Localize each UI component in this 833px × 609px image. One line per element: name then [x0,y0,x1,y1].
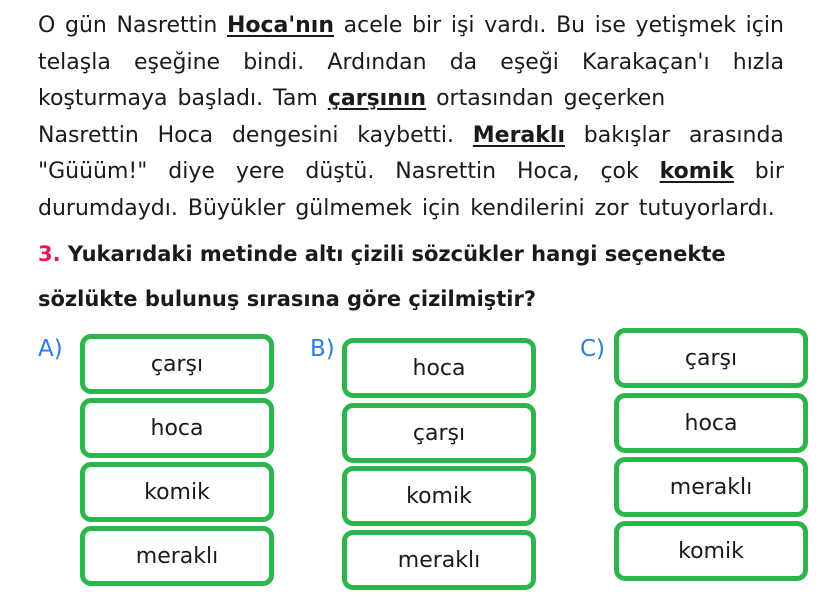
word: bir [754,159,784,184]
option-a-word-2[interactable]: hoca [80,398,274,458]
word: çok [600,159,639,184]
word: yere [235,159,285,184]
word: arasında [688,122,784,148]
word: Karakaçan'ı [582,49,710,75]
option-a-label[interactable]: A) [38,336,63,362]
word: zor [594,195,629,221]
word: eşeğine [133,49,221,75]
underlined-word-carsi: çarşının [327,86,427,111]
word: ortasından [436,86,554,111]
word: işi [450,13,475,38]
word: Tam [273,86,318,111]
word: telaşla [38,49,111,75]
passage-line [38,81,784,118]
question-number: 3. [38,242,61,266]
word: Hoca, [516,159,580,184]
option-c-word-3[interactable]: meraklı [614,457,808,517]
word: hızla [732,49,784,75]
question-text [38,232,798,322]
word: tutuyorlardı. [638,195,775,221]
word: "Güüüm!" [38,159,148,184]
underlined-word-merakli: Meraklı [472,122,565,148]
word: Nasrettin [116,13,218,38]
option-b-word-1[interactable]: hoca [342,338,536,398]
word: Nasrettin [395,159,497,184]
word: gülmemek [295,195,413,221]
word: Büyükler [187,195,286,221]
option-b-word-4[interactable]: meraklı [342,530,536,590]
option-a-word-1[interactable]: çarşı [80,334,274,394]
word: başladı. [177,86,264,111]
option-b-word-2[interactable]: çarşı [342,403,536,463]
option-b-label[interactable]: B) [310,336,335,362]
word: bir [412,13,442,38]
option-b-word-3[interactable]: komik [342,466,536,526]
word: durumdaydı. [38,195,178,221]
word: vardı. [484,13,547,38]
word: düştü. [305,159,375,184]
word: da [449,49,478,75]
underlined-word-komik: komik [659,159,734,184]
word: dengesini [231,122,339,148]
passage-line [38,8,784,45]
word: geçerken [563,86,666,111]
word: Bu [556,13,586,38]
option-a-word-4[interactable]: meraklı [80,526,274,586]
passage-text [38,8,784,227]
option-c-word-2[interactable]: hoca [614,393,808,453]
word: Ardından [327,49,427,75]
underlined-word-hoca: Hoca'nın [226,13,334,38]
word: gün [64,13,107,38]
word: O [38,13,56,38]
word: için [422,195,461,221]
option-c-label[interactable]: C) [580,336,606,362]
word: kendilerini [470,195,585,221]
word: bakışlar [583,122,671,148]
question-body: Yukarıdaki metinde altı çizili sözcükler hangi seçenekte sözlükte bulunuş sırasına göre çizilmiştir? [38,242,726,311]
option-a-word-3[interactable]: komik [80,462,274,522]
passage-line [38,118,784,155]
word: kaybetti. [357,122,454,148]
word: ise [594,13,626,38]
word: Nasrettin [38,122,139,148]
option-c-word-1[interactable]: çarşı [614,328,808,388]
word: koşturmaya [38,86,168,111]
word: yetişmek [635,13,737,38]
word: acele [343,13,403,38]
word: için [745,13,784,38]
option-c-word-4[interactable]: komik [614,521,808,581]
word: eşeği [500,49,559,75]
word: diye [168,159,215,184]
word: bindi. [243,49,305,75]
word: Hoca [157,122,214,148]
passage-line [38,45,784,82]
passage-line [38,191,784,228]
passage-line [38,154,784,191]
